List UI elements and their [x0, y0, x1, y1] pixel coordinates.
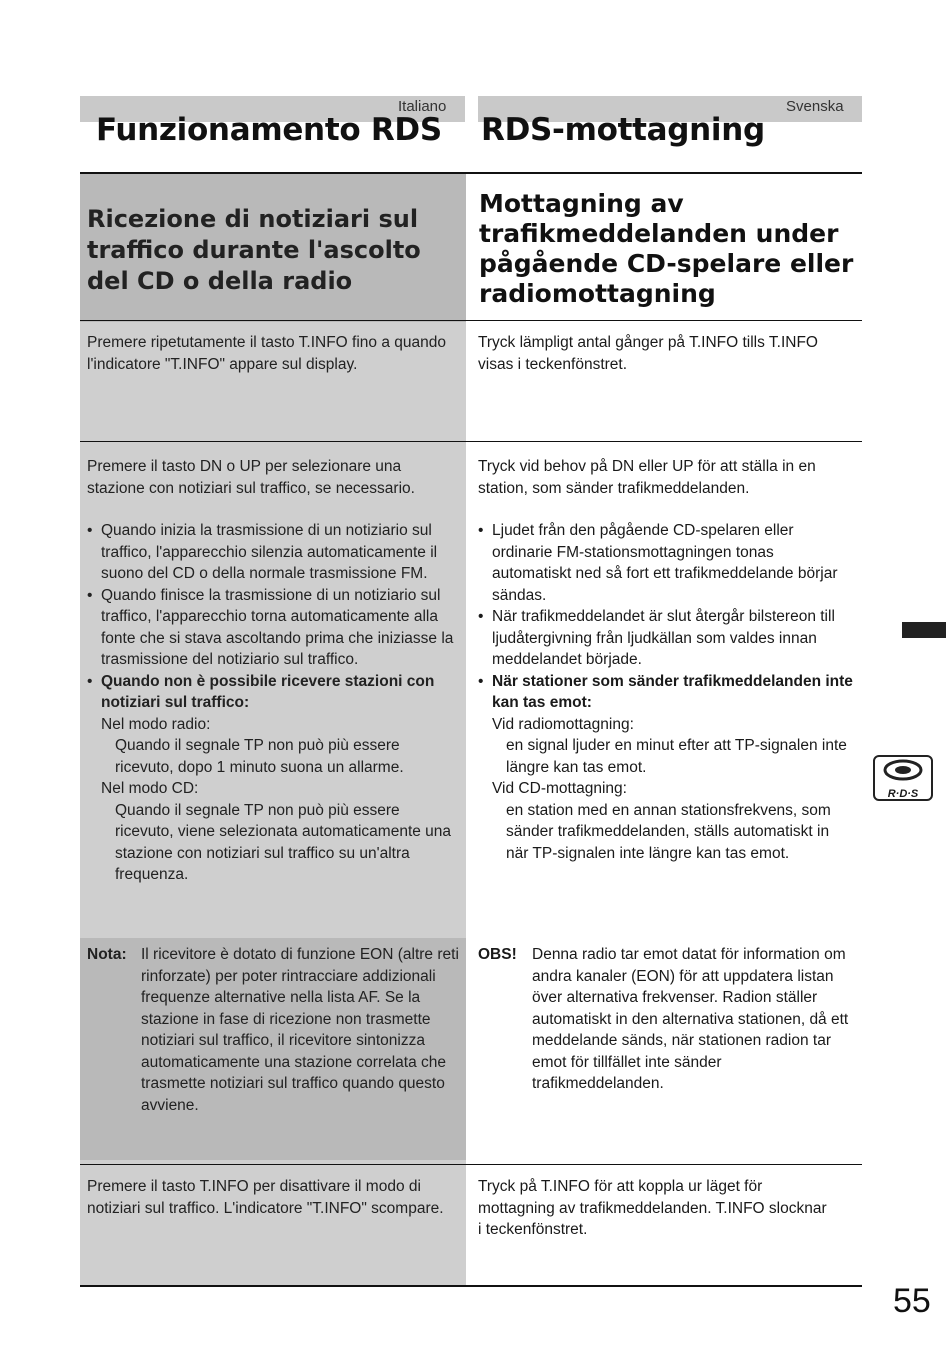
note-italian	[87, 944, 459, 1116]
mode-cd-label: Vid CD-mottagning:	[492, 780, 627, 797]
step1-text-italian: Premere ripetutamente il tasto T.INFO fino a quando l'indicatore "T.INFO" appare sul display.	[87, 334, 446, 373]
top-rule	[80, 172, 862, 174]
note-rule	[80, 1164, 862, 1165]
page-title-italian: Funzionamento RDS	[96, 112, 442, 148]
note-text-italian: Il ricevitore è dotato di funzione EON (altre reti rinforzate) per poter rintracciare addizionali frequenze alternative nella lista AF. Se la stazione in fase di ricezione non trasmette notiziari sul traffico, il ricevitore sintonizza automaticamente una stazione correlata che trasmette notiziari sul traffico quando questo avviene.	[141, 946, 459, 1114]
lang-label-swedish: Svenska	[786, 98, 844, 115]
bottom-rule	[80, 1285, 862, 1287]
bullet-heading: När stationer som sänder trafikmeddelanden inte kan tas emot:	[492, 672, 853, 711]
mode-radio-text: en signal ljuder en minut efter att TP-signalen inte längre kan tas emot.	[506, 737, 847, 776]
rds-icon	[873, 755, 933, 801]
bullet-item: • När trafikmeddelandet är slut återgår bilstereon till ljudåtergivning från ljudkällan som valdes innan meddelandet började.	[478, 606, 854, 671]
mode-cd-label: Nel modo CD:	[101, 780, 199, 797]
rds-icon-label: R·D·S	[887, 788, 919, 800]
bullet-item	[87, 671, 459, 886]
step2-text-italian: Premere il tasto DN o UP per selezionare una stazione con notiziari sul traffico, se necessario.	[87, 458, 415, 497]
bullet-heading: Quando non è possibile ricevere stazioni con notiziari sul traffico:	[101, 672, 435, 711]
lang-label-italian: Italiano	[398, 98, 447, 115]
step1-text-swedish: Tryck lämpligt antal gånger på T.INFO tills T.INFO visas i teckenfönstret.	[478, 334, 818, 373]
section-heading-swedish: Mottagning av trafikmeddelanden under pågående CD-spelare eller radiomottagning	[479, 189, 854, 308]
bullet-list-swedish	[478, 520, 854, 864]
page-number: 55	[893, 1282, 931, 1320]
rds-wave-icon	[875, 757, 931, 783]
section-heading-italian: Ricezione di notiziari sul traffico durante l'ascolto del CD o della radio	[87, 205, 421, 295]
page-title-swedish: RDS-mottagning	[481, 112, 765, 148]
mode-cd-text: Quando il segnale TP non può più essere ricevuto, viene selezionata automaticamente una stazione con notiziari sul traffico su un'altra frequenza.	[115, 801, 452, 883]
mode-radio-label: Vid radiomottagning:	[492, 715, 634, 733]
bullet-item: • Quando finisce la trasmissione di un notiziario sul traffico, l'apparecchio torna automaticamente alla fonte che si stava ascoltando prima che iniziasse la trasmissione del notiziario sul traffico.	[87, 585, 459, 671]
step2-text-swedish: Tryck vid behov på DN eller UP för att ställa in en station, som sänder trafikmeddelanden.	[478, 458, 816, 497]
heading-rule	[80, 320, 862, 321]
note-swedish	[478, 944, 856, 1095]
bullet-item: • Quando inizia la trasmissione di un notiziario sul traffico, l'apparecchio silenzia automaticamente il suono del CD o della normale trasmissione FM.	[87, 520, 459, 585]
step3-text-swedish: Tryck på T.INFO för att koppla ur läget för mottagning av trafikmeddelanden. T.INFO slocknar i teckenfönstret.	[478, 1178, 827, 1238]
bullet-list-italian	[87, 520, 459, 886]
mode-radio-label: Nel modo radio:	[101, 715, 211, 733]
mode-radio-text: Quando il segnale TP non può più essere ricevuto, dopo 1 minuto suona un allarme.	[115, 737, 404, 776]
note-text-swedish: Denna radio tar emot datat för information om andra kanaler (EON) för att uppdatera listan över alternativa frekvenser. Radion ställer automatiskt in den alternativa stationen, då ett meddelande sänds, när stationen radion tar emot för tillfället inte sänder trafikmeddelanden.	[532, 946, 849, 1092]
thumb-tab-marker	[902, 622, 946, 638]
step1-rule	[80, 441, 862, 442]
bullet-item	[478, 671, 854, 865]
note-label-italian: Nota:	[87, 946, 127, 963]
mode-cd-text: en station med en annan stationsfrekvens, som sänder trafikmeddelanden, ställs automatiskt in när TP-signalen inte längre kan tas emot.	[506, 801, 831, 862]
note-label-swedish: OBS!	[478, 946, 517, 963]
step3-text-italian: Premere il tasto T.INFO per disattivare il modo di notiziari sul traffico. L'indicatore "T.INFO" scompare.	[87, 1178, 444, 1217]
bullet-item: • Ljudet från den pågående CD-spelaren eller ordinarie FM-stationsmottagningen tonas automatiskt ned så fort ett trafikmeddelande börjar sändas.	[478, 520, 854, 606]
